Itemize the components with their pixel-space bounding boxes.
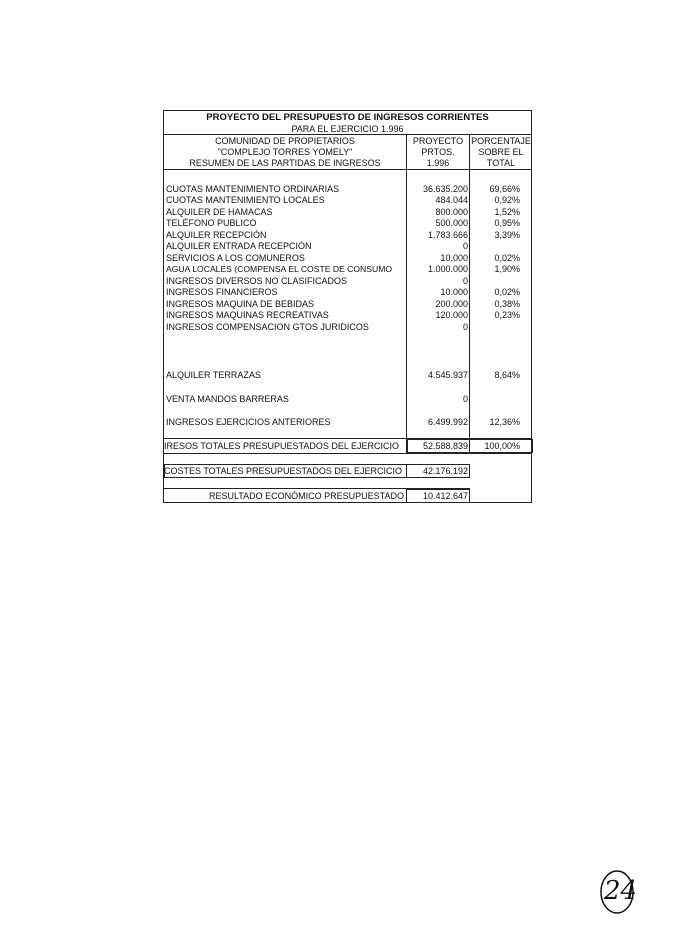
row-amount: 4.545.937 — [427, 370, 468, 380]
row-label: INGRESOS EJERCICIOS ANTERIORES — [166, 417, 331, 427]
row-amount: 0 — [462, 394, 468, 404]
row-pct: 3,39% — [494, 230, 520, 240]
row-label: CUOTAS MANTENIMIENTO ORDINARIAS — [166, 184, 340, 194]
income-total-pct: 100,00% — [484, 441, 520, 451]
col-right-line-1: PORCENTAJE — [471, 136, 531, 146]
result-amount: 10.412.647 — [422, 491, 468, 501]
row-pct: 0,02% — [494, 287, 520, 297]
col-right-line-3: TOTAL — [486, 158, 516, 168]
col-mid-line-2: PRTOS. — [421, 147, 455, 157]
col-left-line-1: COMUNIDAD DE PROPIETARIOS — [215, 136, 355, 146]
col-mid-line-1: PROYECTO — [412, 136, 464, 146]
document-subtitle: PARA EL EJERCICIO 1.996 — [291, 124, 404, 134]
row-pct: 0,23% — [494, 310, 520, 320]
row-label: ALQUILER RECEPCIÓN — [166, 230, 267, 240]
row-amount: 10.000 — [440, 287, 468, 297]
income-total-amount: 52.588.839 — [422, 441, 468, 451]
row-pct: 8,64% — [494, 370, 520, 380]
row-amount: 1.783.666 — [427, 230, 468, 240]
row-label: INGRESOS FINANCIEROS — [166, 287, 278, 297]
col-mid-line-3: 1.996 — [426, 158, 450, 168]
row-label: ALQUILER ENTRADA RECEPCIÓN — [166, 241, 312, 251]
costs-total-label: COSTES TOTALES PRESUPUESTADOS DEL EJERCICIO — [164, 466, 403, 476]
row-amount: 800.000 — [435, 207, 468, 217]
row-label: INGRESOS COMPENSACION GTOS JURIDICOS — [166, 322, 369, 332]
row-amount: 500.000 — [435, 218, 468, 228]
total-rule-bottom — [164, 453, 531, 454]
row-pct: 69,66% — [489, 184, 520, 194]
row-pct: 12,36% — [489, 417, 520, 427]
row-amount: 0 — [462, 322, 468, 332]
row-amount: 0 — [462, 241, 468, 251]
row-label: INGRESOS MAQUINAS RECREATIVAS — [166, 310, 329, 320]
row-label: TELÉFONO PUBLICO — [166, 218, 257, 228]
costs-divider — [406, 464, 407, 478]
col-divider-1 — [406, 134, 407, 454]
row-label: INGRESOS MAQUINA DE BEBIDAS — [166, 299, 315, 309]
row-pct: 0,38% — [494, 299, 520, 309]
row-pct: 0,92% — [494, 195, 520, 205]
row-amount: 484.044 — [435, 195, 468, 205]
row-label: SERVICIOS A LOS COMUNEROS — [166, 253, 305, 263]
budget-sheet — [163, 110, 532, 503]
row-amount: 36.635.200 — [422, 184, 468, 194]
costs-total-amount: 42.176.192 — [422, 466, 468, 476]
row-amount: 200.000 — [435, 299, 468, 309]
result-label: RESULTADO ECONÓMICO PRESUPUESTADO — [208, 491, 404, 501]
row-amount: 0 — [462, 276, 468, 286]
income-total-label: IRESOS TOTALES PRESUPUESTADOS DEL EJERCICIO — [164, 441, 400, 451]
header-rule — [164, 134, 531, 135]
column-header-rule — [164, 169, 531, 170]
row-amount: 10.000 — [440, 253, 468, 263]
row-amount: 1.000.000 — [427, 264, 468, 274]
row-pct: 0,95% — [494, 218, 520, 228]
row-label: INGRESOS DIVERSOS NO CLASIFICADOS — [166, 276, 348, 286]
row-pct: 1,52% — [494, 207, 520, 217]
row-amount: 120.000 — [435, 310, 468, 320]
col-left-line-3: RESUMEN DE LAS PARTIDAS DE INGRESOS — [189, 158, 381, 168]
row-pct: 1,90% — [494, 264, 520, 274]
row-label: ALQUILER DE HAMACAS — [166, 207, 273, 217]
row-label: ALQUILER TERRAZAS — [166, 370, 261, 380]
document-title: PROYECTO DEL PRESUPUESTO DE INGRESOS CORRIENTES — [206, 112, 489, 123]
page-number-text: 24 — [604, 876, 638, 906]
col-right-line-2: SOBRE EL — [478, 147, 524, 157]
row-label: CUOTAS MANTENIMIENTO LOCALES — [166, 195, 325, 205]
col-left-line-2: "COMPLEJO TORRES YOMELY" — [217, 147, 353, 157]
row-label: VENTA MANDOS BARRERAS — [166, 394, 289, 404]
row-label: AGUA LOCALES (COMPENSA EL COSTE DE CONSUMO — [166, 264, 393, 274]
row-pct: 0,02% — [494, 253, 520, 263]
page-number — [598, 868, 638, 916]
row-amount: 6.499.992 — [427, 417, 468, 427]
col-divider-2 — [469, 134, 470, 454]
